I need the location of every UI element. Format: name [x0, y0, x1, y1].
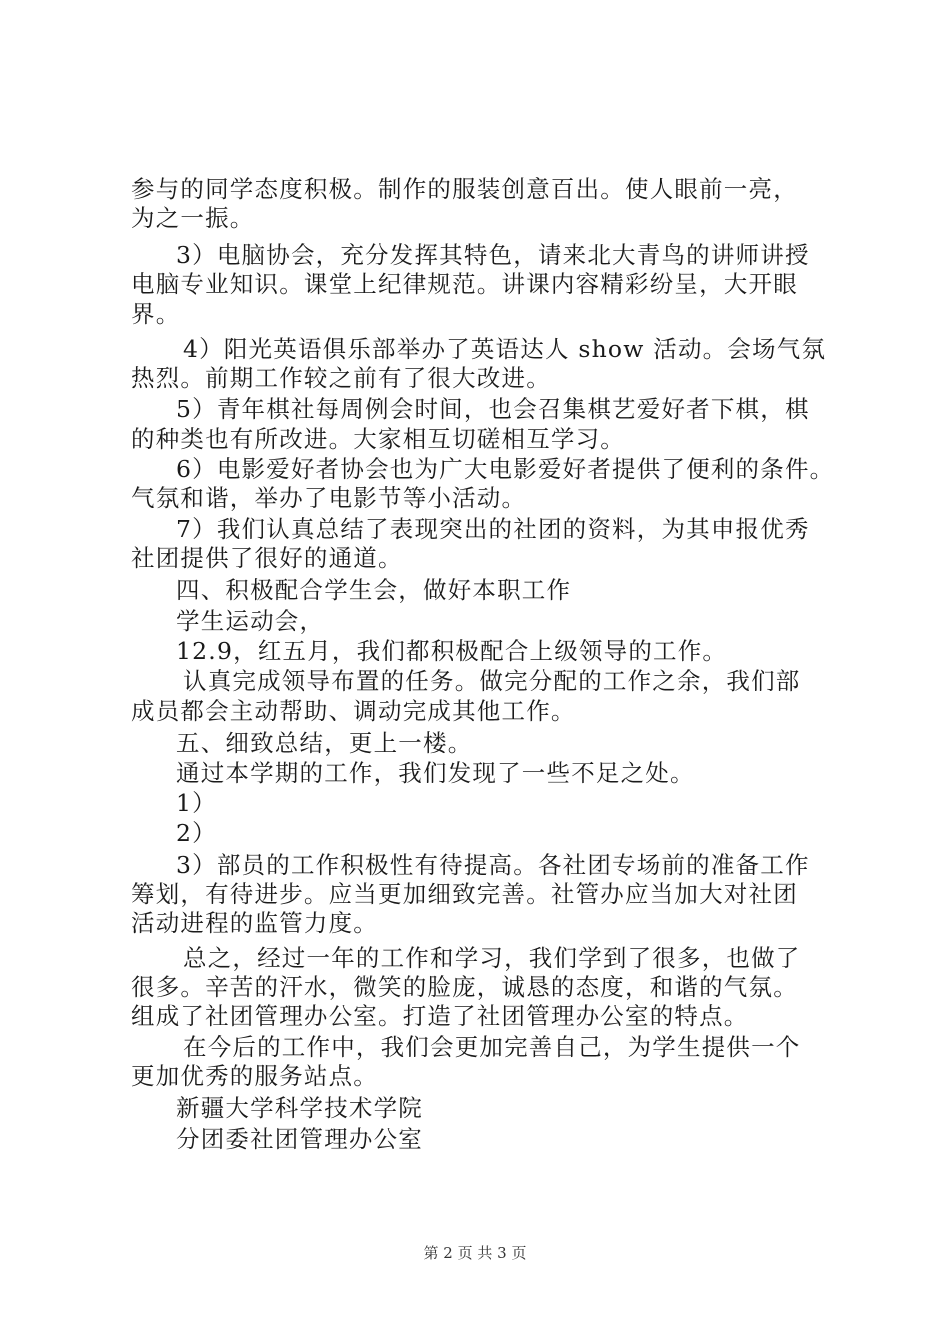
text-line: 4）阳光英语俱乐部举办了英语达人 show 活动。会场气氛 — [183, 335, 827, 363]
text-line: 的种类也有所改进。大家相互切磋相互学习。 — [131, 425, 625, 453]
text-line: 很多。辛苦的汗水，微笑的脸庞，诚恳的态度，和谐的气氛。 — [131, 973, 798, 1001]
text-line: 电脑专业知识。课堂上纪律规范。讲课内容精彩纷呈，大开眼 — [131, 270, 798, 298]
text-line: 通过本学期的工作，我们发现了一些不足之处。 — [176, 759, 695, 787]
list-item: 1） — [176, 789, 217, 817]
text-line: 更加优秀的服务站点。 — [131, 1062, 378, 1090]
text-line: 12.9，红五月，我们都积极配合上级领导的工作。 — [176, 637, 728, 665]
text-line: 成员都会主动帮助、调动完成其他工作。 — [131, 697, 576, 725]
text-line: 学生运动会， — [176, 607, 325, 635]
text-line: 3）电脑协会，充分发挥其特色，请来北大青鸟的讲师讲授 — [176, 241, 810, 269]
text-line: 总之，经过一年的工作和学习，我们学到了很多，也做了 — [183, 944, 801, 972]
text-line: 界。 — [131, 300, 181, 328]
text-line: 6）电影爱好者协会也为广大电影爱好者提供了便利的条件。 — [176, 455, 835, 483]
list-item: 2） — [176, 819, 217, 847]
text-line: 活动进程的监管力度。 — [131, 909, 378, 937]
text-line: 在今后的工作中，我们会更加完善自己，为学生提供一个 — [183, 1033, 801, 1061]
text-line: 组成了社团管理办公室。打造了社团管理办公室的特点。 — [131, 1002, 749, 1030]
page-number: 第 2 页 共 3 页 — [423, 1244, 527, 1262]
signature-office: 分团委社团管理办公室 — [176, 1125, 423, 1153]
signature-institution: 新疆大学科学技术学院 — [176, 1094, 423, 1122]
text-line: 参与的同学态度积极。制作的服装创意百出。使人眼前一亮， — [131, 175, 798, 203]
text-line: 5）青年棋社每周例会时间，也会召集棋艺爱好者下棋，棋 — [176, 395, 810, 423]
text-line: 3）部员的工作积极性有待提高。各社团专场前的准备工作 — [176, 851, 810, 879]
text-line: 热烈。前期工作较之前有了很大改进。 — [131, 364, 551, 392]
text-line: 筹划，有待进步。应当更加细致完善。社管办应当加大对社团 — [131, 880, 798, 908]
text-line: 为之一振。 — [131, 204, 255, 232]
text-line: 7）我们认真总结了表现突出的社团的资料，为其申报优秀 — [176, 515, 810, 543]
text-line: 社团提供了很好的通道。 — [131, 544, 403, 572]
section-heading: 四、积极配合学生会，做好本职工作 — [176, 576, 572, 604]
section-heading: 五、细致总结，更上一楼。 — [176, 729, 473, 757]
text-line: 认真完成领导布置的任务。做完分配的工作之余，我们部 — [183, 667, 801, 695]
text-line: 气氛和谐，举办了电影节等小活动。 — [131, 484, 527, 512]
